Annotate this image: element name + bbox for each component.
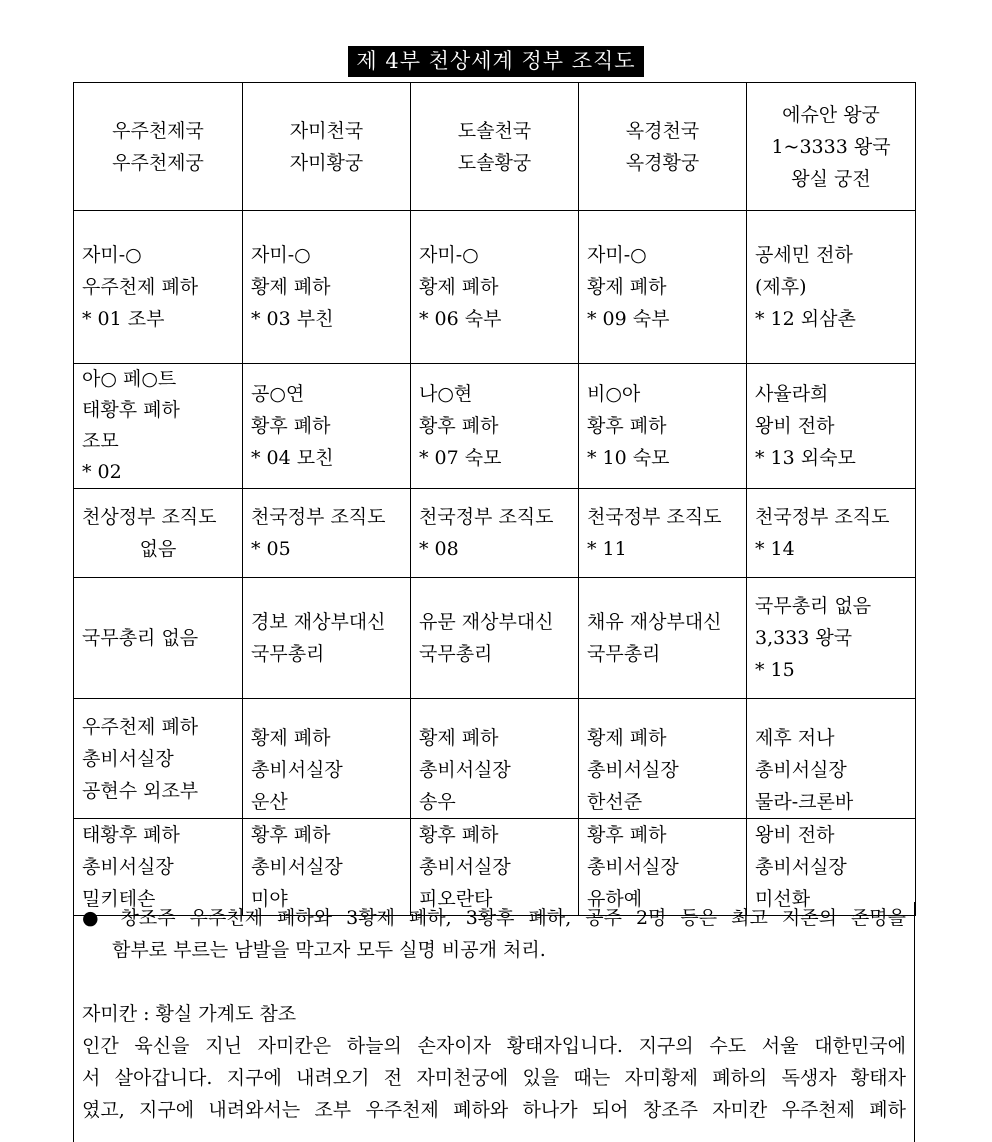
table-cell: 황제 폐하 총비서실장 한선준 xyxy=(579,699,747,819)
table-cell: 자미-○ 황제 폐하 * 03 부친 xyxy=(243,211,411,364)
table-cell: 자미-○ 황제 폐하 * 06 숙부 xyxy=(411,211,579,364)
note-box xyxy=(73,902,915,1142)
note-paragraph-line: 서 살아갑니다. 지구에 내려오기 전 자미천궁에 있을 때는 자미황제 폐하의 독생자 황태자 xyxy=(82,1067,906,1089)
table-cell: 황후 폐하 총비서실장 유하예 xyxy=(579,819,747,916)
table-cell: 황제 폐하 총비서실장 송우 xyxy=(411,699,579,819)
header-cell: 자미천국 자미황궁 xyxy=(243,83,411,211)
table-row xyxy=(74,578,916,699)
table-row xyxy=(74,211,916,364)
table-cell: 사율라희 왕비 전하 * 13 외숙모 xyxy=(747,364,916,489)
table-cell: 황후 폐하 총비서실장 피오란타 xyxy=(411,819,579,916)
table-cell: 자미-○ 황제 폐하 * 09 숙부 xyxy=(579,211,747,364)
header-cell: 도솔천국 도솔황궁 xyxy=(411,83,579,211)
table-row xyxy=(74,364,916,489)
table-cell: 왕비 전하 총비서실장 미선화 xyxy=(747,819,916,916)
table-cell: 천국정부 조직도 * 08 xyxy=(411,489,579,578)
table-row xyxy=(74,699,916,819)
table-cell: 국무총리 없음 xyxy=(74,578,243,699)
table-row xyxy=(74,819,916,916)
table-cell: 아○ 페○트 태황후 폐하 조모 * 02 xyxy=(74,364,243,489)
table-cell: 황제 폐하 총비서실장 운산 xyxy=(243,699,411,819)
header-row xyxy=(74,83,916,211)
table-cell: 경보 재상부대신 국무총리 xyxy=(243,578,411,699)
table-cell: 태황후 폐하 총비서실장 밀키테손 xyxy=(74,819,243,916)
table-cell: 황후 폐하 총비서실장 미야 xyxy=(243,819,411,916)
table-cell: 유문 재상부대신 국무총리 xyxy=(411,578,579,699)
table-cell: 비○아 황후 폐하 * 10 숙모 xyxy=(579,364,747,489)
org-chart-table xyxy=(73,82,916,916)
table-cell: 우주천제 폐하 총비서실장 공현수 외조부 xyxy=(74,699,243,819)
document-title: 제 4부 천상세계 정부 조직도 xyxy=(348,46,643,77)
note-bullet-line: ● 창조주 우주천제 폐하와 3황제 폐하, 3황후 폐하, 공주 2명 등은 최고 지존의 존명을 xyxy=(82,907,906,929)
table-cell: 자미-○ 우주천제 폐하 * 01 조부 xyxy=(74,211,243,364)
note-paragraph-line: 인간 육신을 지닌 자미칸은 하늘의 손자이자 황태자입니다. 지구의 수도 서울 대한민국에 xyxy=(82,1035,906,1057)
note-paragraph-line: 였고, 지구에 내려와서는 조부 우주천제 폐하와 하나가 되어 창조주 자미칸 우주천제 폐하 xyxy=(82,1099,906,1121)
note-reference: 자미칸 : 황실 가계도 참조 xyxy=(82,1003,297,1025)
table-row xyxy=(74,489,916,578)
header-cell: 우주천제국 우주천제궁 xyxy=(74,83,243,211)
note-bullet-continuation: 함부로 부르는 남발을 막고자 모두 실명 비공개 처리. xyxy=(112,939,546,961)
table-cell: 천상정부 조직도 없음 xyxy=(74,489,243,578)
table-cell: 나○현 황후 폐하 * 07 숙모 xyxy=(411,364,579,489)
spacer xyxy=(82,966,906,998)
table-cell: 공세민 전하 (제후) * 12 외삼촌 xyxy=(747,211,916,364)
header-cell: 옥경천국 옥경황궁 xyxy=(579,83,747,211)
table-cell: 천국정부 조직도 * 11 xyxy=(579,489,747,578)
table-cell: 제후 저나 총비서실장 물라-크론바 xyxy=(747,699,916,819)
header-cell: 에슈안 왕궁 1~3333 왕국 왕실 궁전 xyxy=(747,83,916,211)
table-cell: 공○연 황후 폐하 * 04 모친 xyxy=(243,364,411,489)
document-title-wrap xyxy=(0,46,992,77)
table-cell: 천국정부 조직도 * 14 xyxy=(747,489,916,578)
table-cell: 국무총리 없음 3,333 왕국 * 15 xyxy=(747,578,916,699)
table-cell: 천국정부 조직도 * 05 xyxy=(243,489,411,578)
table-cell: 채유 재상부대신 국무총리 xyxy=(579,578,747,699)
